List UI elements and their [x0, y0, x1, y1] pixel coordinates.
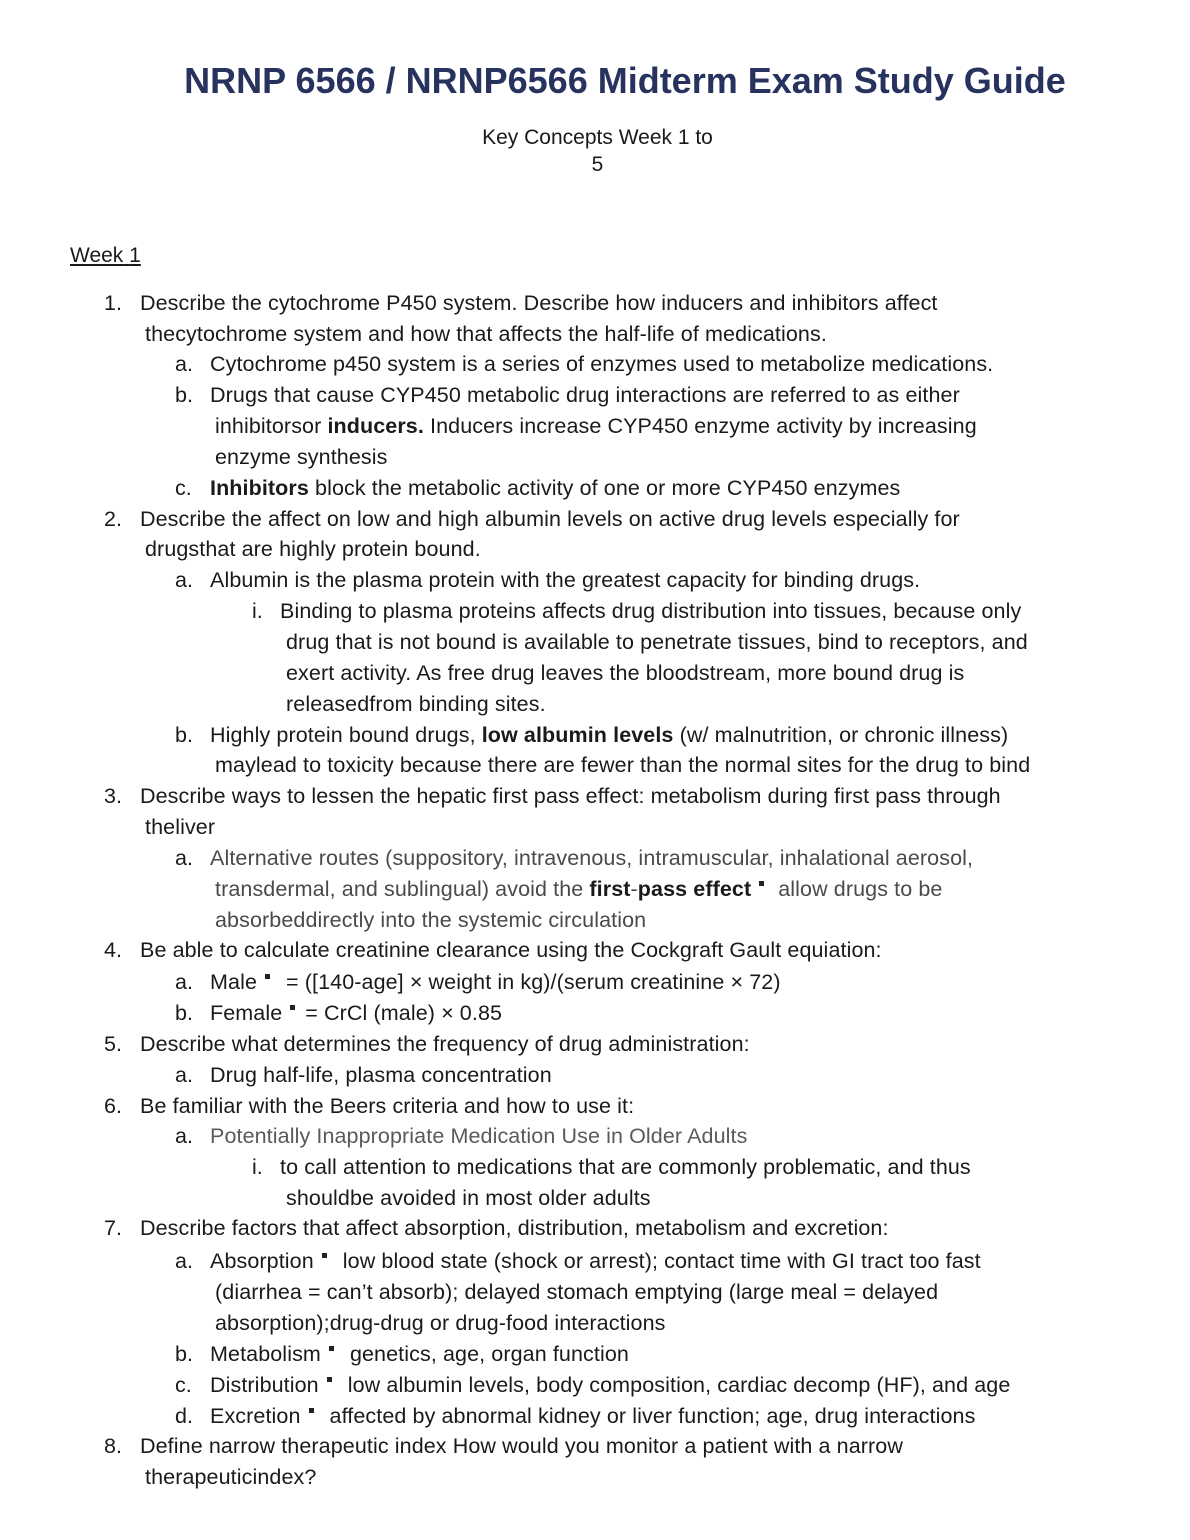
q1b-line-2 — [215, 412, 977, 440]
q1b-line-3: enzyme synthesis — [215, 445, 388, 469]
q1b-marker: b. — [175, 383, 193, 407]
q2ai-line-1: Binding to plasma proteins affects drug distribution into tissues, because only — [280, 599, 1022, 623]
q2-number: 2. — [104, 507, 122, 531]
bullet-square-icon — [290, 1005, 295, 1010]
q2b-line-2: maylead to toxicity because there are fewer than the normal sites for the drug to bind — [215, 753, 1031, 777]
q7a-line-1 — [210, 1247, 981, 1275]
week-number: 1 — [129, 244, 141, 267]
q3a-bold-pass-effect: pass effect — [637, 877, 752, 901]
q7b-marker: b. — [175, 1342, 193, 1366]
q7b-text — [210, 1340, 629, 1368]
q1a-text: Cytochrome p450 system is a series of enzymes used to metabolize medications. — [210, 352, 994, 376]
q3a-line-1: Alternative routes (suppository, intravenous, intramuscular, inhalational aerosol, — [210, 846, 974, 870]
q5a-text: Drug half-life, plasma concentration — [210, 1063, 552, 1087]
q3-line-1: Describe ways to lessen the hepatic first pass effect: metabolism during first pass through — [140, 784, 1001, 808]
q1b-text-a: inhibitorsor — [215, 414, 328, 438]
q7c-marker: c. — [175, 1373, 192, 1397]
subtitle — [0, 124, 1190, 178]
q4b-text — [210, 999, 502, 1027]
q4b-marker: b. — [175, 1001, 193, 1025]
q7c-text — [210, 1371, 1010, 1399]
q1-number: 1. — [104, 291, 122, 315]
q1b-line-1: Drugs that cause CYP450 metabolic drug interactions are referred to as either — [210, 383, 960, 407]
q6ai-line-2: shouldbe avoided in most older adults — [286, 1186, 651, 1210]
q2b-text-a: Highly protein bound drugs, — [210, 723, 482, 747]
q6ai-marker: i. — [252, 1155, 263, 1179]
q4b-label: Female — [210, 1001, 283, 1025]
q6ai-line-1: to call attention to medications that are commonly problematic, and thus — [280, 1155, 971, 1179]
q1-line-1: Describe the cytochrome P450 system. Describe how inducers and inhibitors affect — [140, 291, 938, 315]
q3a-line-3: absorbeddirectly into the systemic circulation — [215, 908, 647, 932]
q7a-line-2: (diarrhea = can’t absorb); delayed stomach emptying (large meal = delayed — [215, 1280, 939, 1304]
bullet-square-icon — [309, 1408, 314, 1413]
q7d-text — [210, 1402, 975, 1430]
q2-line-1: Describe the affect on low and high albumin levels on active drug levels especially for — [140, 507, 960, 531]
q6a-text: Potentially Inappropriate Medication Use in Older Adults — [210, 1124, 748, 1148]
q3a-text-e: allow drugs to be — [778, 877, 943, 901]
q1a-marker: a. — [175, 352, 193, 376]
q4b-formula: = CrCl (male) × 0.85 — [305, 1001, 503, 1025]
q2b-line-1 — [210, 721, 1008, 749]
q4-number: 4. — [104, 938, 122, 962]
q2ai-line-3: exert activity. As free drug leaves the bloodstream, more bound drug is — [286, 661, 965, 685]
week-heading — [70, 244, 141, 268]
q4a-formula: = ([140-age] × weight in kg)/(serum creatinine × 72) — [286, 970, 781, 994]
q7b-body: genetics, age, organ function — [349, 1342, 629, 1366]
page-title: NRNP 6566 / NRNP6566 Midterm Exam Study Guide — [184, 60, 1066, 101]
q7a-marker: a. — [175, 1249, 193, 1273]
q3-number: 3. — [104, 784, 122, 808]
q3a-text-a: transdermal, and sublingual) avoid the — [215, 877, 590, 901]
q1c-text — [210, 474, 900, 502]
q2ai-marker: i. — [252, 599, 263, 623]
q1b-text-c: Inducers increase CYP450 enzyme activity by increasing — [423, 414, 977, 438]
q7d-marker: d. — [175, 1404, 193, 1428]
week-label: Week — [70, 244, 124, 267]
subtitle-line-1: Key Concepts Week 1 to — [482, 126, 713, 149]
q2b-marker: b. — [175, 723, 193, 747]
q7c-label: Distribution — [210, 1373, 319, 1397]
q8-number: 8. — [104, 1434, 122, 1458]
q3a-line-2 — [215, 875, 942, 903]
q4a-marker: a. — [175, 970, 193, 994]
q5a-marker: a. — [175, 1063, 193, 1087]
subtitle-line-2: 5 — [591, 153, 604, 176]
q7a-line-3: absorption);drug-drug or drug-food interactions — [215, 1311, 666, 1335]
q4a-label: Male — [210, 970, 258, 994]
q7d-body: affected by abnormal kidney or liver function; age, drug interactions — [329, 1404, 976, 1428]
q1c-marker: c. — [175, 476, 192, 500]
q7b-label: Metabolism — [210, 1342, 321, 1366]
q6a-marker: a. — [175, 1124, 193, 1148]
q2a-text: Albumin is the plasma protein with the greatest capacity for binding drugs. — [210, 568, 921, 592]
q1c-bold-inhibitors: Inhibitors — [210, 476, 309, 500]
q3a-bold-first: first — [589, 877, 631, 901]
bullet-square-icon — [327, 1377, 332, 1382]
bullet-square-icon — [322, 1253, 327, 1258]
bullet-square-icon — [759, 881, 764, 886]
q3a-marker: a. — [175, 846, 193, 870]
q2ai-line-2: drug that is not bound is available to penetrate tissues, bind to receptors, and — [286, 630, 1028, 654]
q1-line-2: thecytochrome system and how that affects the half-life of medications. — [145, 322, 827, 346]
q4-line-1: Be able to calculate creatinine clearance using the Cockgraft Gault equiation: — [140, 938, 882, 962]
q1b-bold-inducers: inducers. — [327, 414, 424, 438]
q5-number: 5. — [104, 1032, 122, 1056]
q7a-text-1: low blood state (shock or arrest); contact time with GI tract too fast — [342, 1249, 981, 1273]
bullet-square-icon — [329, 1346, 334, 1351]
q3a-dash: - — [630, 877, 638, 901]
q3-line-2: theliver — [145, 815, 216, 839]
q5-line-1: Describe what determines the frequency of drug administration: — [140, 1032, 750, 1056]
q6-line-1: Be familiar with the Beers criteria and how to use it: — [140, 1094, 635, 1118]
q4a-text — [210, 968, 781, 996]
q1c-rest: block the metabolic activity of one or more CYP450 enzymes — [308, 476, 901, 500]
bullet-square-icon — [265, 974, 270, 979]
q2ai-line-4: releasedfrom binding sites. — [286, 692, 546, 716]
q7a-label: Absorption — [210, 1249, 314, 1273]
q2b-text-c: (w/ malnutrition, or chronic illness) — [673, 723, 1009, 747]
q7-line-1: Describe factors that affect absorption, distribution, metabolism and excretion: — [140, 1216, 889, 1240]
q7c-body: low albumin levels, body composition, cardiac decomp (HF), and age — [347, 1373, 1011, 1397]
q7-number: 7. — [104, 1216, 122, 1240]
q8-line-1: Define narrow therapeutic index How would you monitor a patient with a narrow — [140, 1434, 903, 1458]
q2a-marker: a. — [175, 568, 193, 592]
q7d-label: Excretion — [210, 1404, 301, 1428]
q8-line-2: therapeuticindex? — [145, 1465, 317, 1489]
q2b-bold-low-albumin: low albumin levels — [481, 723, 674, 747]
q6-number: 6. — [104, 1094, 122, 1118]
q2-line-2: drugsthat are highly protein bound. — [145, 537, 481, 561]
